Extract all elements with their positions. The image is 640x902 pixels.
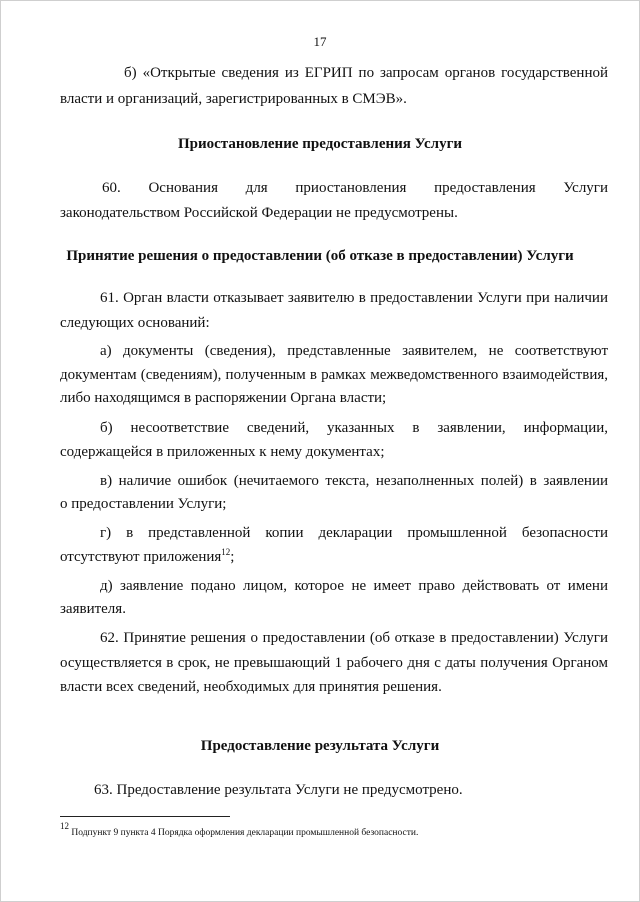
footnote-text: Подпункт 9 пункта 4 Порядка оформления декларации промышленной безопасности. — [69, 828, 419, 838]
paragraph-61-line2: следующих оснований: — [60, 315, 210, 331]
paragraph-b-line2: власти и организаций, зарегистрированных в СМЭВ». — [60, 91, 407, 107]
paragraph-g-line1: г) в представленной копии декларации промышленной безопасности — [100, 525, 608, 541]
paragraph-g-line2 — [60, 546, 608, 568]
paragraph-b-line1: б) «Открытые сведения из ЕГРИП по запросам органов государственной — [124, 65, 608, 81]
paragraph-d-line2: заявителя. — [60, 601, 126, 617]
footnote-separator — [60, 816, 230, 817]
paragraph-61-line1: 61. Орган власти отказывает заявителю в предоставлении Услуги при наличии — [100, 290, 608, 306]
paragraph-60-line2: законодательством Российской Федерации не предусмотрены. — [60, 205, 458, 221]
paragraph-60-line1: 60. Основания для приостановления предоставления Услуги — [102, 180, 608, 196]
heading-result: Предоставление результата Услуги — [200, 738, 440, 754]
paragraph-d-line1: д) заявление подано лицом, которое не имеет право действовать от имени — [100, 578, 608, 594]
footnote — [60, 821, 620, 839]
paragraph-a-line3: либо находящимся в распоряжении Органа власти; — [60, 390, 387, 406]
page-number: 17 — [313, 34, 327, 49]
heading-decision: Принятие решения о предоставлении (об отказе в предоставлении) Услуги — [66, 248, 574, 264]
paragraph-v-line1: в) наличие ошибок (нечитаемого текста, незаполненных полей) в заявлении — [100, 473, 608, 489]
paragraph-a-line1: а) документы (сведения), представленные заявителем, не соответствуют — [100, 343, 608, 359]
paragraph-bb-line1: б) несоответствие сведений, указанных в заявлении, информации, — [100, 420, 608, 436]
paragraph-62-line3: власти всех сведений, необходимых для принятия решения. — [60, 679, 442, 695]
paragraph-a-line2: документам (сведениям), полученным в рамках межведомственного взаимодействия, — [60, 367, 608, 383]
paragraph-g-text: отсутствуют приложения — [60, 549, 222, 565]
paragraph-63: 63. Предоставление результата Услуги не предусмотрено. — [94, 782, 463, 798]
footnote-reference: 12 — [221, 547, 231, 557]
paragraph-v-line2: о предоставлении Услуги; — [60, 496, 227, 512]
footnote-marker: 12 — [60, 821, 69, 831]
paragraph-62-line1: 62. Принятие решения о предоставлении (об отказе в предоставлении) Услуги — [100, 630, 608, 646]
paragraph-g-end: ; — [230, 549, 235, 565]
heading-suspension: Приостановление предоставления Услуги — [177, 136, 463, 152]
paragraph-62-line2: осуществляется в срок, не превышающий 1 рабочего дня с даты получения Органом — [60, 655, 608, 671]
paragraph-bb-line2: содержащейся в приложенных к нему документах; — [60, 444, 385, 460]
